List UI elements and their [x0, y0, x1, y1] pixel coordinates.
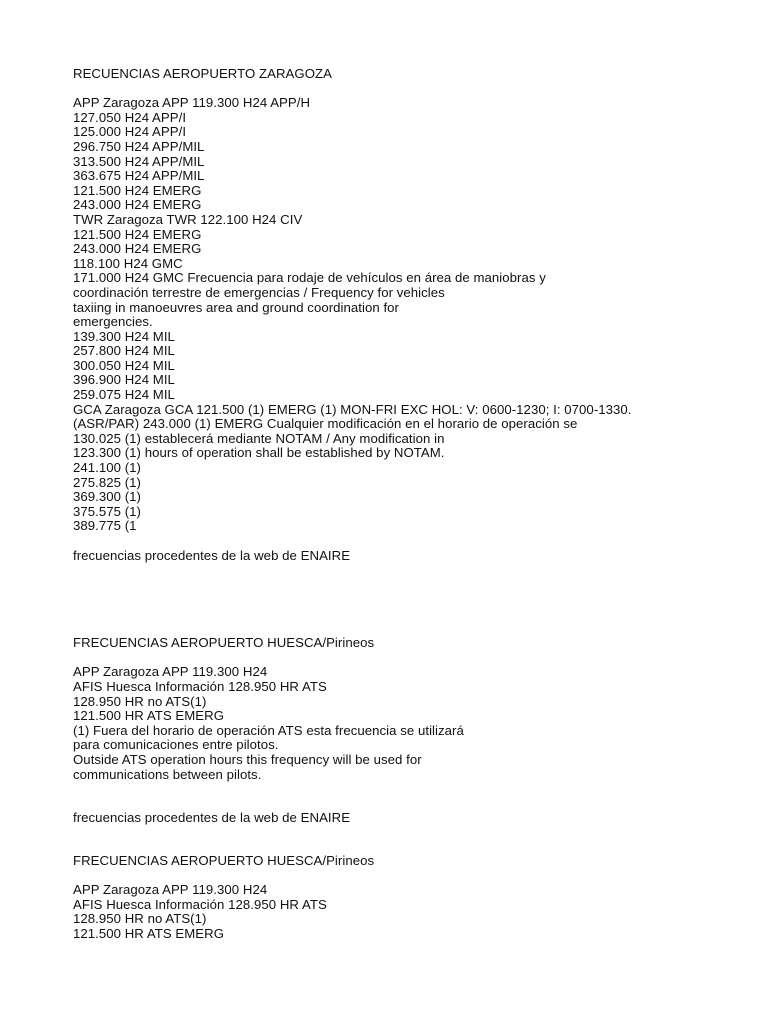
frequency-line: (1) Fuera del horario de operación ATS esta frecuencia se utilizará [73, 722, 464, 738]
frequency-line: 275.825 (1) [73, 474, 142, 490]
source-note: frecuencias procedentes de la web de ENAIRE [73, 810, 351, 826]
frequency-line: 296.750 H24 APP/MIL [73, 138, 205, 154]
frequency-line: 300.050 H24 MIL [73, 357, 175, 373]
frequency-line: 259.075 H24 MIL [73, 387, 175, 403]
frequency-line: 171.000 H24 GMC Frecuencia para rodaje de vehículos en área de maniobras y [73, 270, 546, 286]
frequency-line: TWR Zaragoza TWR 122.100 H24 CIV [73, 211, 303, 227]
frequency-line: 396.900 H24 MIL [73, 372, 175, 388]
frequency-line: AFIS Huesca Información 128.950 HR ATS [73, 678, 327, 694]
frequency-line: 128.950 HR no ATS(1) [73, 693, 207, 709]
frequency-line: 118.100 H24 GMC [73, 255, 183, 271]
frequency-line: 121.500 HR ATS EMERG [73, 708, 225, 724]
frequency-line: 121.500 H24 EMERG [73, 226, 202, 242]
huesca-section-repeat [73, 854, 753, 942]
frequency-line: emergencies. [73, 314, 153, 330]
frequency-line: communications between pilots. [73, 766, 262, 782]
frequency-line: AFIS Huesca Información 128.950 HR ATS [73, 896, 327, 912]
frequency-line: APP Zaragoza APP 119.300 H24 [73, 881, 268, 897]
frequency-line: 243.000 H24 EMERG [73, 197, 202, 213]
frequency-line: 121.500 H24 EMERG [73, 182, 202, 198]
huesca-section [73, 636, 753, 826]
frequency-line: 121.500 HR ATS EMERG [73, 925, 225, 941]
frequency-line: 243.000 H24 EMERG [73, 241, 202, 257]
huesca-frequency-list [73, 883, 753, 941]
document-page [73, 67, 753, 941]
frequency-line: 241.100 (1) [73, 460, 142, 476]
frequency-line: 130.025 (1) establecerá mediante NOTAM / Any modification in [73, 430, 445, 446]
frequency-line: (ASR/PAR) 243.000 (1) EMERG Cualquier modificación en el horario de operación se [73, 416, 578, 432]
frequency-line: coordinación terrestre de emergencias / Frequency for vehicles [73, 284, 445, 300]
frequency-line: APP Zaragoza APP 119.300 H24 [73, 664, 268, 680]
frequency-line: 125.000 H24 APP/I [73, 124, 187, 140]
frequency-line: APP Zaragoza APP 119.300 H24 APP/H [73, 95, 311, 111]
frequency-line: taxiing in manoeuvres area and ground coordination for [73, 299, 399, 315]
frequency-line: Outside ATS operation hours this frequency will be used for [73, 751, 422, 767]
huesca-frequency-list [73, 665, 753, 782]
zaragoza-section [73, 67, 753, 563]
frequency-line: 363.675 H24 APP/MIL [73, 168, 205, 184]
source-note: frecuencias procedentes de la web de ENAIRE [73, 547, 351, 563]
frequency-line: para comunicaciones entre pilotos. [73, 737, 279, 753]
huesca-title: FRECUENCIAS AEROPUERTO HUESCA/Pirineos [73, 635, 375, 651]
frequency-line: 123.300 (1) hours of operation shall be established by NOTAM. [73, 445, 445, 461]
zaragoza-title: RECUENCIAS AEROPUERTO ZARAGOZA [73, 66, 332, 81]
frequency-line: 139.300 H24 MIL [73, 328, 175, 344]
frequency-line: 313.500 H24 APP/MIL [73, 153, 205, 169]
frequency-line: GCA Zaragoza GCA 121.500 (1) EMERG (1) MON-FRI EXC HOL: V: 0600-1230; I: 0700-1330. [73, 401, 632, 417]
frequency-line: 128.950 HR no ATS(1) [73, 911, 207, 927]
huesca-title: FRECUENCIAS AEROPUERTO HUESCA/Pirineos [73, 852, 375, 868]
frequency-line: 127.050 H24 APP/I [73, 109, 187, 125]
frequency-line: 389.775 (1 [73, 518, 137, 534]
frequency-line: 369.300 (1) [73, 489, 142, 505]
frequency-line: 257.800 H24 MIL [73, 343, 175, 359]
frequency-line: 375.575 (1) [73, 503, 142, 519]
zaragoza-frequency-list [73, 96, 753, 534]
